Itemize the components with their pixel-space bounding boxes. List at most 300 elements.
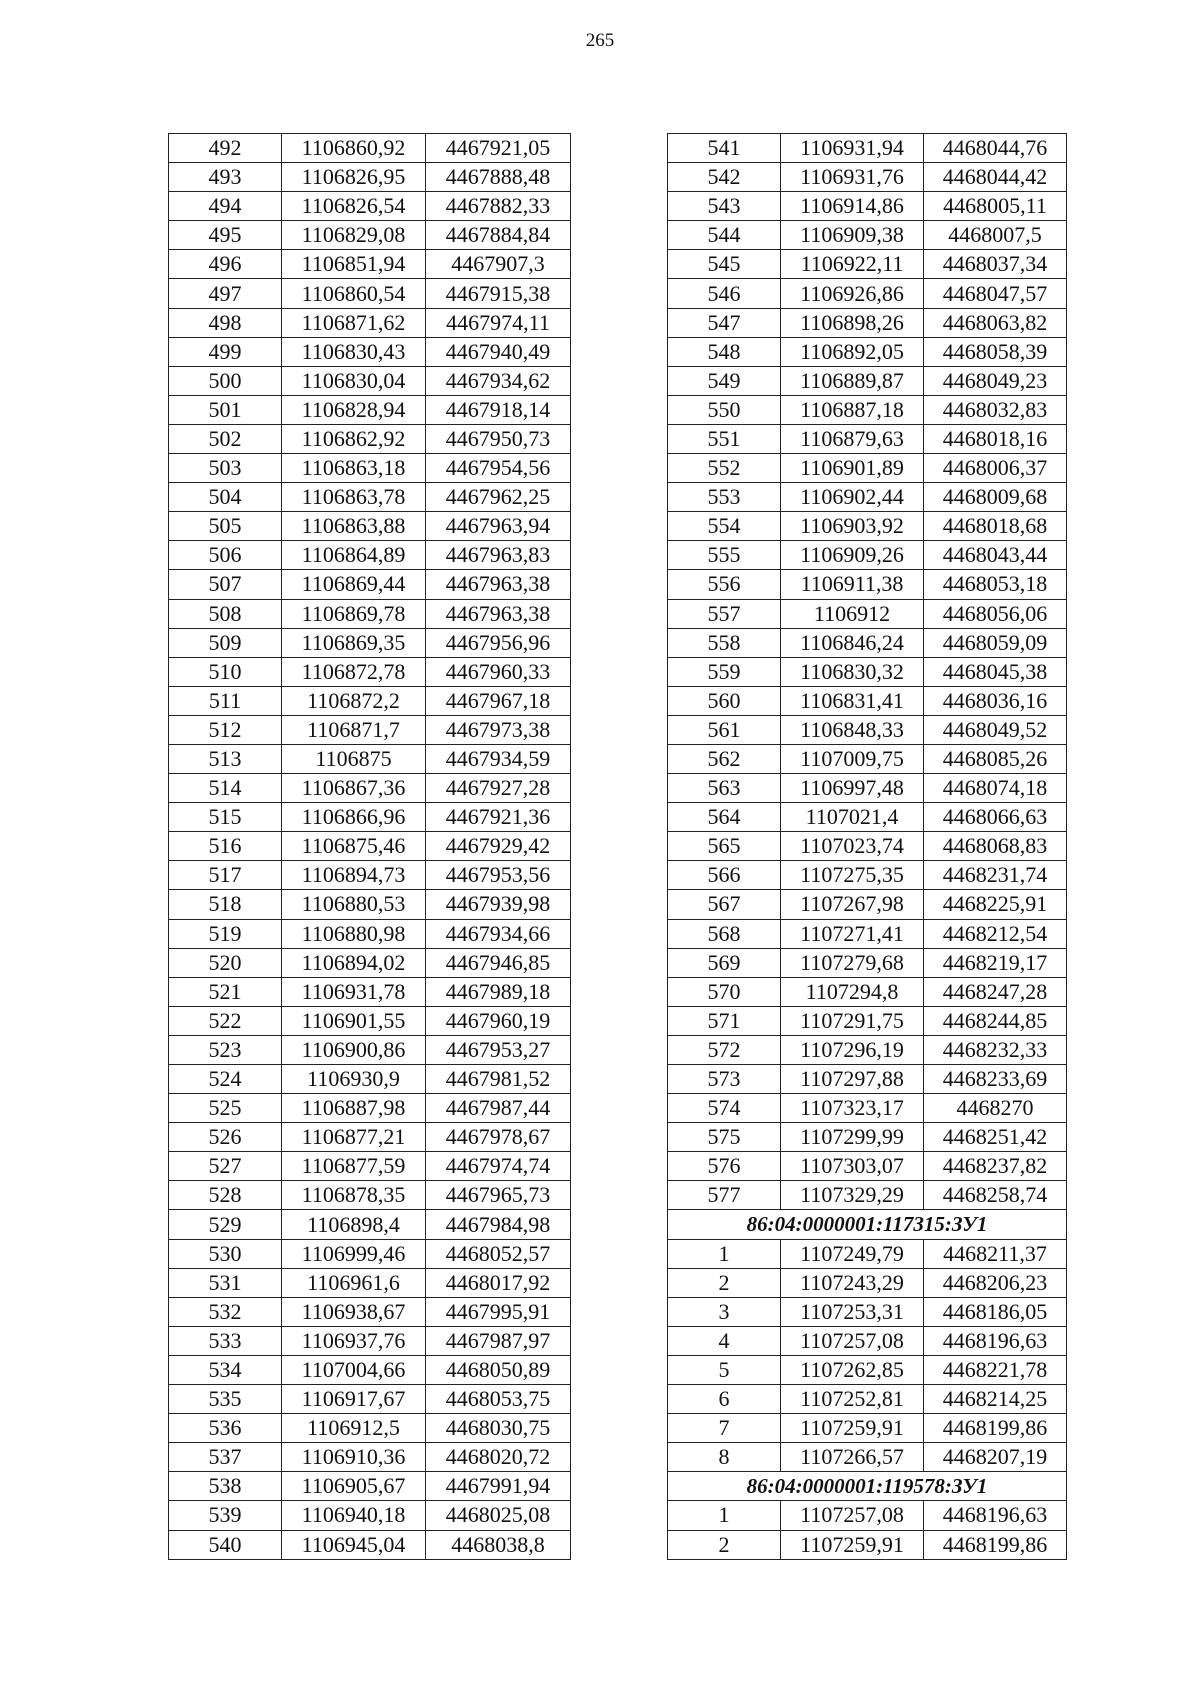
x-coordinate-cell: 1106863,78 (282, 483, 426, 512)
point-number-cell: 506 (169, 541, 282, 570)
x-coordinate-cell: 1106938,67 (282, 1297, 426, 1326)
x-coordinate-cell: 1106887,18 (781, 395, 924, 424)
y-coordinate-cell: 4468212,54 (924, 919, 1067, 948)
point-number-cell: 559 (668, 657, 781, 686)
table-row (668, 1239, 1067, 1268)
table-row (668, 1152, 1067, 1181)
y-coordinate-cell: 4468068,83 (924, 832, 1067, 861)
x-coordinate-cell: 1107257,08 (781, 1501, 924, 1530)
y-coordinate-cell: 4467960,33 (426, 657, 571, 686)
y-coordinate-cell: 4467884,84 (426, 221, 571, 250)
y-coordinate-cell: 4468052,57 (426, 1239, 571, 1268)
point-number-cell: 492 (169, 134, 282, 163)
table-row (668, 308, 1067, 337)
table-row (169, 628, 571, 657)
point-number-cell: 570 (668, 977, 781, 1006)
table-row (169, 1530, 571, 1559)
y-coordinate-cell: 4467963,38 (426, 570, 571, 599)
x-coordinate-cell: 1106940,18 (282, 1501, 426, 1530)
table-row (169, 890, 571, 919)
x-coordinate-cell: 1107021,4 (781, 803, 924, 832)
table-row (668, 1326, 1067, 1355)
table-row (169, 1210, 571, 1239)
x-coordinate-cell: 1106961,6 (282, 1268, 426, 1297)
x-coordinate-cell: 1106887,98 (282, 1094, 426, 1123)
point-number-cell: 2 (668, 1268, 781, 1297)
point-number-cell: 528 (169, 1181, 282, 1210)
x-coordinate-cell: 1106863,18 (282, 454, 426, 483)
y-coordinate-cell: 4468186,05 (924, 1297, 1067, 1326)
y-coordinate-cell: 4467915,38 (426, 279, 571, 308)
point-number-cell: 529 (169, 1210, 282, 1239)
point-number-cell: 553 (668, 483, 781, 512)
point-number-cell: 1 (668, 1501, 781, 1530)
y-coordinate-cell: 4468237,82 (924, 1152, 1067, 1181)
point-number-cell: 542 (668, 163, 781, 192)
y-coordinate-cell: 4467965,73 (426, 1181, 571, 1210)
x-coordinate-cell: 1107262,85 (781, 1355, 924, 1384)
point-number-cell: 550 (668, 395, 781, 424)
y-coordinate-cell: 4467974,11 (426, 308, 571, 337)
point-number-cell: 500 (169, 366, 282, 395)
table-row (668, 163, 1067, 192)
x-coordinate-cell: 1107297,88 (781, 1065, 924, 1094)
y-coordinate-cell: 4468047,57 (924, 279, 1067, 308)
y-coordinate-cell: 4468059,09 (924, 628, 1067, 657)
table-row (668, 628, 1067, 657)
point-number-cell: 522 (169, 1006, 282, 1035)
x-coordinate-cell: 1106860,92 (282, 134, 426, 163)
x-coordinate-cell: 1106922,11 (781, 250, 924, 279)
point-number-cell: 526 (169, 1123, 282, 1152)
y-coordinate-cell: 4468030,75 (426, 1414, 571, 1443)
table-row (169, 483, 571, 512)
x-coordinate-cell: 1106931,78 (282, 977, 426, 1006)
point-number-cell: 494 (169, 192, 282, 221)
table-row (169, 1181, 571, 1210)
x-coordinate-cell: 1107275,35 (781, 861, 924, 890)
table-row (169, 1443, 571, 1472)
table-row (668, 337, 1067, 366)
table-row (169, 744, 571, 773)
table-row (169, 657, 571, 686)
point-number-cell: 569 (668, 948, 781, 977)
x-coordinate-cell: 1106879,63 (781, 424, 924, 453)
point-number-cell: 514 (169, 774, 282, 803)
point-number-cell: 5 (668, 1355, 781, 1384)
point-number-cell: 576 (668, 1152, 781, 1181)
y-coordinate-cell: 4467939,98 (426, 890, 571, 919)
point-number-cell: 552 (668, 454, 781, 483)
x-coordinate-cell: 1106999,46 (282, 1239, 426, 1268)
x-coordinate-cell: 1106894,02 (282, 948, 426, 977)
x-coordinate-cell: 1106902,44 (781, 483, 924, 512)
x-coordinate-cell: 1107329,29 (781, 1181, 924, 1210)
x-coordinate-cell: 1107303,07 (781, 1152, 924, 1181)
table-row (169, 250, 571, 279)
table-row (668, 192, 1067, 221)
table-row (169, 919, 571, 948)
y-coordinate-cell: 4468043,44 (924, 541, 1067, 570)
point-number-cell: 525 (169, 1094, 282, 1123)
table-row (169, 1297, 571, 1326)
x-coordinate-cell: 1107259,91 (781, 1530, 924, 1559)
x-coordinate-cell: 1106826,54 (282, 192, 426, 221)
table-row (668, 483, 1067, 512)
point-number-cell: 517 (169, 861, 282, 890)
y-coordinate-cell: 4468036,16 (924, 686, 1067, 715)
table-row (668, 1006, 1067, 1035)
point-number-cell: 560 (668, 686, 781, 715)
x-coordinate-cell: 1106901,89 (781, 454, 924, 483)
point-number-cell: 573 (668, 1065, 781, 1094)
point-number-cell: 540 (169, 1530, 282, 1559)
point-number-cell: 6 (668, 1385, 781, 1414)
y-coordinate-cell: 4468044,42 (924, 163, 1067, 192)
y-coordinate-cell: 4468244,85 (924, 1006, 1067, 1035)
x-coordinate-cell: 1106930,9 (282, 1065, 426, 1094)
y-coordinate-cell: 4467963,94 (426, 512, 571, 541)
point-number-cell: 531 (169, 1268, 282, 1297)
table-row (668, 832, 1067, 861)
section-header-row (668, 1472, 1067, 1501)
table-row (668, 977, 1067, 1006)
table-row (668, 1385, 1067, 1414)
point-number-cell: 7 (668, 1414, 781, 1443)
y-coordinate-cell: 4468025,08 (426, 1501, 571, 1530)
y-coordinate-cell: 4468018,16 (924, 424, 1067, 453)
point-number-cell: 551 (668, 424, 781, 453)
table-row (169, 686, 571, 715)
y-coordinate-cell: 4467987,44 (426, 1094, 571, 1123)
x-coordinate-cell: 1106846,24 (781, 628, 924, 657)
table-row (169, 1385, 571, 1414)
x-coordinate-cell: 1106912,5 (282, 1414, 426, 1443)
x-coordinate-cell: 1107279,68 (781, 948, 924, 977)
x-coordinate-cell: 1107004,66 (282, 1355, 426, 1384)
table-row (668, 1065, 1067, 1094)
table-row (668, 657, 1067, 686)
x-coordinate-cell: 1106880,98 (282, 919, 426, 948)
table-row (668, 686, 1067, 715)
x-coordinate-cell: 1106905,67 (282, 1472, 426, 1501)
y-coordinate-cell: 4468233,69 (924, 1065, 1067, 1094)
page-number: 265 (585, 30, 615, 51)
table-row (668, 424, 1067, 453)
y-coordinate-cell: 4468017,92 (426, 1268, 571, 1297)
table-row (169, 221, 571, 250)
point-number-cell: 498 (169, 308, 282, 337)
y-coordinate-cell: 4467934,66 (426, 919, 571, 948)
y-coordinate-cell: 4468056,06 (924, 599, 1067, 628)
coordinates-table-right (667, 133, 1067, 1560)
table-row (668, 512, 1067, 541)
x-coordinate-cell: 1106997,48 (781, 774, 924, 803)
point-number-cell: 512 (169, 715, 282, 744)
x-coordinate-cell: 1106829,08 (282, 221, 426, 250)
y-coordinate-cell: 4467946,85 (426, 948, 571, 977)
y-coordinate-cell: 4468199,86 (924, 1414, 1067, 1443)
x-coordinate-cell: 1106931,94 (781, 134, 924, 163)
y-coordinate-cell: 4468053,18 (924, 570, 1067, 599)
point-number-cell: 557 (668, 599, 781, 628)
x-coordinate-cell: 1107296,19 (781, 1035, 924, 1064)
table-row (169, 1152, 571, 1181)
x-coordinate-cell: 1106848,33 (781, 715, 924, 744)
x-coordinate-cell: 1106900,86 (282, 1035, 426, 1064)
y-coordinate-cell: 4467929,42 (426, 832, 571, 861)
x-coordinate-cell: 1106926,86 (781, 279, 924, 308)
y-coordinate-cell: 4467960,19 (426, 1006, 571, 1035)
point-number-cell: 535 (169, 1385, 282, 1414)
point-number-cell: 2 (668, 1530, 781, 1559)
point-number-cell: 547 (668, 308, 781, 337)
table-row (169, 512, 571, 541)
y-coordinate-cell: 4468049,52 (924, 715, 1067, 744)
y-coordinate-cell: 4468232,33 (924, 1035, 1067, 1064)
x-coordinate-cell: 1106875,46 (282, 832, 426, 861)
x-coordinate-cell: 1107291,75 (781, 1006, 924, 1035)
table-row (169, 1501, 571, 1530)
x-coordinate-cell: 1107323,17 (781, 1094, 924, 1123)
y-coordinate-cell: 4468074,18 (924, 774, 1067, 803)
point-number-cell: 504 (169, 483, 282, 512)
y-coordinate-cell: 4468037,34 (924, 250, 1067, 279)
x-coordinate-cell: 1106894,73 (282, 861, 426, 890)
y-coordinate-cell: 4467954,56 (426, 454, 571, 483)
point-number-cell: 534 (169, 1355, 282, 1384)
y-coordinate-cell: 4468005,11 (924, 192, 1067, 221)
x-coordinate-cell: 1106937,76 (282, 1326, 426, 1355)
table-row (169, 599, 571, 628)
table-row (668, 599, 1067, 628)
table-row (668, 948, 1067, 977)
x-coordinate-cell: 1106830,04 (282, 366, 426, 395)
point-number-cell: 544 (668, 221, 781, 250)
point-number-cell: 507 (169, 570, 282, 599)
table-row (169, 1472, 571, 1501)
x-coordinate-cell: 1107243,29 (781, 1268, 924, 1297)
x-coordinate-cell: 1106872,78 (282, 657, 426, 686)
point-number-cell: 496 (169, 250, 282, 279)
point-number-cell: 568 (668, 919, 781, 948)
y-coordinate-cell: 4467962,25 (426, 483, 571, 512)
table-row (169, 1268, 571, 1297)
point-number-cell: 565 (668, 832, 781, 861)
point-number-cell: 502 (169, 424, 282, 453)
point-number-cell: 513 (169, 744, 282, 773)
point-number-cell: 503 (169, 454, 282, 483)
table-body (169, 134, 571, 1560)
point-number-cell: 511 (169, 686, 282, 715)
section-header-row (668, 1210, 1067, 1239)
x-coordinate-cell: 1106828,94 (282, 395, 426, 424)
point-number-cell: 527 (169, 1152, 282, 1181)
y-coordinate-cell: 4468044,76 (924, 134, 1067, 163)
y-coordinate-cell: 4467888,48 (426, 163, 571, 192)
y-coordinate-cell: 4467963,83 (426, 541, 571, 570)
y-coordinate-cell: 4468006,37 (924, 454, 1067, 483)
y-coordinate-cell: 4468258,74 (924, 1181, 1067, 1210)
x-coordinate-cell: 1106851,94 (282, 250, 426, 279)
point-number-cell: 575 (668, 1123, 781, 1152)
y-coordinate-cell: 4467934,62 (426, 366, 571, 395)
x-coordinate-cell: 1106864,89 (282, 541, 426, 570)
table-row (169, 1239, 571, 1268)
y-coordinate-cell: 4467974,74 (426, 1152, 571, 1181)
x-coordinate-cell: 1106871,7 (282, 715, 426, 744)
table-row (668, 919, 1067, 948)
point-number-cell: 519 (169, 919, 282, 948)
table-row (169, 948, 571, 977)
y-coordinate-cell: 4468251,42 (924, 1123, 1067, 1152)
y-coordinate-cell: 4467918,14 (426, 395, 571, 424)
y-coordinate-cell: 4467953,27 (426, 1035, 571, 1064)
y-coordinate-cell: 4467950,73 (426, 424, 571, 453)
point-number-cell: 539 (169, 1501, 282, 1530)
point-number-cell: 549 (668, 366, 781, 395)
y-coordinate-cell: 4467995,91 (426, 1297, 571, 1326)
y-coordinate-cell: 4468009,68 (924, 483, 1067, 512)
point-number-cell: 541 (668, 134, 781, 163)
x-coordinate-cell: 1106912 (781, 599, 924, 628)
table-row (668, 861, 1067, 890)
table-row (169, 1123, 571, 1152)
x-coordinate-cell: 1106914,86 (781, 192, 924, 221)
point-number-cell: 520 (169, 948, 282, 977)
y-coordinate-cell: 4468032,83 (924, 395, 1067, 424)
point-number-cell: 516 (169, 832, 282, 861)
table-row (668, 890, 1067, 919)
y-coordinate-cell: 4467991,94 (426, 1472, 571, 1501)
table-row (668, 744, 1067, 773)
x-coordinate-cell: 1106871,62 (282, 308, 426, 337)
point-number-cell: 563 (668, 774, 781, 803)
x-coordinate-cell: 1106878,35 (282, 1181, 426, 1210)
point-number-cell: 572 (668, 1035, 781, 1064)
table-row (169, 279, 571, 308)
y-coordinate-cell: 4468199,86 (924, 1530, 1067, 1559)
table-row (169, 1414, 571, 1443)
point-number-cell: 558 (668, 628, 781, 657)
table-row (169, 803, 571, 832)
table-row (668, 1501, 1067, 1530)
table-row (668, 1355, 1067, 1384)
point-number-cell: 509 (169, 628, 282, 657)
x-coordinate-cell: 1107294,8 (781, 977, 924, 1006)
x-coordinate-cell: 1106869,35 (282, 628, 426, 657)
x-coordinate-cell: 1106880,53 (282, 890, 426, 919)
point-number-cell: 4 (668, 1326, 781, 1355)
table-row (668, 1414, 1067, 1443)
table-row (169, 832, 571, 861)
y-coordinate-cell: 4468247,28 (924, 977, 1067, 1006)
point-number-cell: 554 (668, 512, 781, 541)
x-coordinate-cell: 1107009,75 (781, 744, 924, 773)
y-coordinate-cell: 4468018,68 (924, 512, 1067, 541)
point-number-cell: 493 (169, 163, 282, 192)
y-coordinate-cell: 4468045,38 (924, 657, 1067, 686)
point-number-cell: 577 (668, 1181, 781, 1210)
y-coordinate-cell: 4468053,75 (426, 1385, 571, 1414)
point-number-cell: 523 (169, 1035, 282, 1064)
table-row (668, 1530, 1067, 1559)
x-coordinate-cell: 1106909,26 (781, 541, 924, 570)
y-coordinate-cell: 4468214,25 (924, 1385, 1067, 1414)
y-coordinate-cell: 4468221,78 (924, 1355, 1067, 1384)
point-number-cell: 571 (668, 1006, 781, 1035)
point-number-cell: 505 (169, 512, 282, 541)
table-row (668, 570, 1067, 599)
x-coordinate-cell: 1106917,67 (282, 1385, 426, 1414)
x-coordinate-cell: 1106909,38 (781, 221, 924, 250)
x-coordinate-cell: 1107267,98 (781, 890, 924, 919)
x-coordinate-cell: 1107266,57 (781, 1443, 924, 1472)
y-coordinate-cell: 4468007,5 (924, 221, 1067, 250)
y-coordinate-cell: 4468219,17 (924, 948, 1067, 977)
y-coordinate-cell: 4467956,96 (426, 628, 571, 657)
y-coordinate-cell: 4468066,63 (924, 803, 1067, 832)
point-number-cell: 499 (169, 337, 282, 366)
table-row (169, 163, 571, 192)
y-coordinate-cell: 4468038,8 (426, 1530, 571, 1559)
point-number-cell: 548 (668, 337, 781, 366)
x-coordinate-cell: 1106831,41 (781, 686, 924, 715)
x-coordinate-cell: 1106869,78 (282, 599, 426, 628)
y-coordinate-cell: 4468231,74 (924, 861, 1067, 890)
table-row (169, 1006, 571, 1035)
y-coordinate-cell: 4468063,82 (924, 308, 1067, 337)
y-coordinate-cell: 4468196,63 (924, 1326, 1067, 1355)
y-coordinate-cell: 4467934,59 (426, 744, 571, 773)
table-row (169, 1035, 571, 1064)
y-coordinate-cell: 4468085,26 (924, 744, 1067, 773)
point-number-cell: 537 (169, 1443, 282, 1472)
point-number-cell: 497 (169, 279, 282, 308)
table-row (169, 395, 571, 424)
point-number-cell: 555 (668, 541, 781, 570)
table-row (668, 221, 1067, 250)
cadastral-number: 86:04:0000001:119578:ЗУ1 (668, 1472, 1067, 1501)
y-coordinate-cell: 4467963,38 (426, 599, 571, 628)
x-coordinate-cell: 1107252,81 (781, 1385, 924, 1414)
point-number-cell: 495 (169, 221, 282, 250)
point-number-cell: 515 (169, 803, 282, 832)
y-coordinate-cell: 4468270 (924, 1094, 1067, 1123)
x-coordinate-cell: 1106898,26 (781, 308, 924, 337)
cadastral-number: 86:04:0000001:117315:ЗУ1 (668, 1210, 1067, 1239)
x-coordinate-cell: 1106931,76 (781, 163, 924, 192)
point-number-cell: 567 (668, 890, 781, 919)
x-coordinate-cell: 1106910,36 (282, 1443, 426, 1472)
point-number-cell: 574 (668, 1094, 781, 1123)
x-coordinate-cell: 1106877,59 (282, 1152, 426, 1181)
table-row (668, 1035, 1067, 1064)
x-coordinate-cell: 1106860,54 (282, 279, 426, 308)
point-number-cell: 501 (169, 395, 282, 424)
point-number-cell: 546 (668, 279, 781, 308)
point-number-cell: 543 (668, 192, 781, 221)
x-coordinate-cell: 1106898,4 (282, 1210, 426, 1239)
x-coordinate-cell: 1106826,95 (282, 163, 426, 192)
table-row (169, 1065, 571, 1094)
table-row (668, 1443, 1067, 1472)
x-coordinate-cell: 1106903,92 (781, 512, 924, 541)
table-row (668, 134, 1067, 163)
y-coordinate-cell: 4467989,18 (426, 977, 571, 1006)
x-coordinate-cell: 1106911,38 (781, 570, 924, 599)
point-number-cell: 3 (668, 1297, 781, 1326)
